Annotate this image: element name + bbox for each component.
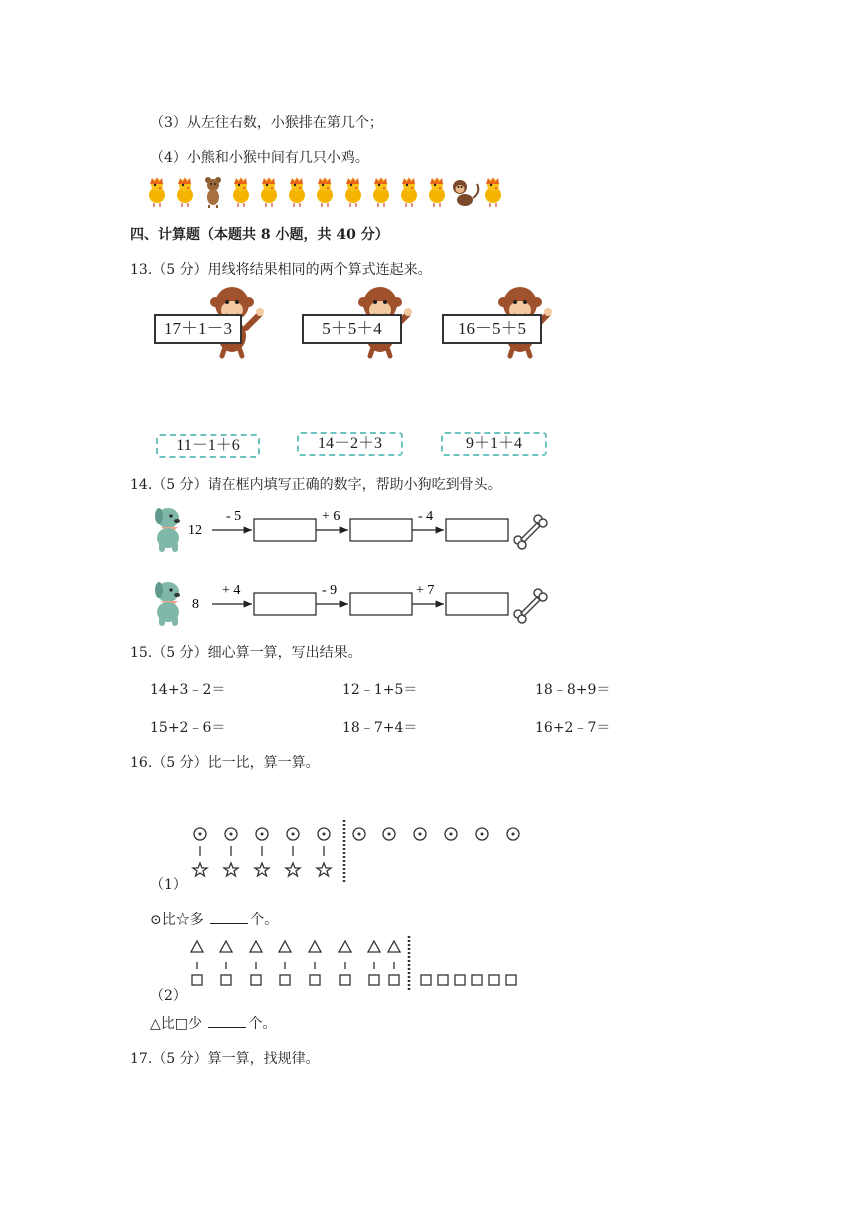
q16-part1-text-b: 个。 (250, 912, 279, 928)
q14-row1-start: 12 (188, 523, 202, 538)
q14-row2-op1: + 4 (222, 583, 241, 598)
animal-2-chick-icon (177, 177, 193, 207)
q17-title: 17.（5 分）算一算，找规律。 (130, 1051, 320, 1067)
q16-part1-answer-blank[interactable] (210, 911, 248, 924)
q14-diagram (150, 500, 550, 632)
q14-row2-start: 8 (192, 597, 199, 612)
q15-eq-1: 14+3﹣2＝ (150, 682, 226, 698)
q15-eq-6: 16+2﹣7＝ (535, 720, 611, 736)
q15-eq-5: 18﹣7+4＝ (342, 720, 418, 736)
animal-8-chick-icon (345, 177, 361, 207)
q16-title: 16.（5 分）比一比，算一算。 (130, 755, 320, 771)
q13-bottom-card-2: 14－2＋3 (297, 432, 403, 456)
animal-12-monkey-icon (453, 180, 478, 206)
animal-13-chick-icon (485, 177, 501, 207)
q14-row1-op1: - 5 (226, 509, 242, 524)
q16-part1-question (150, 909, 278, 929)
animal-4-chick-icon (233, 177, 249, 207)
q13-bottom-card-1: 11－1＋6 (156, 434, 260, 458)
q16-part2-text-b: 个。 (248, 1016, 277, 1032)
q15-eq-4: 15+2﹣6＝ (150, 720, 226, 736)
bone-icon (514, 589, 547, 623)
q16-part2-question (150, 1013, 276, 1033)
animal-11-chick-icon (429, 177, 445, 207)
q14-title: 14.（5 分）请在框内填写正确的数字，帮助小狗吃到骨头。 (130, 477, 502, 493)
q14-row2-op3: + 7 (416, 583, 435, 598)
q14-row1-op3: - 4 (418, 509, 434, 524)
q14-row1-op2: + 6 (322, 509, 341, 524)
bone-icon (514, 515, 547, 549)
q14-row2-box1 (254, 593, 316, 615)
q16-part2-figure (185, 936, 530, 994)
q16-part1-figure (185, 820, 530, 886)
animal-3-bear-icon (205, 177, 221, 208)
q14-row1-box1 (254, 519, 316, 541)
q15-title: 15.（5 分）细心算一算，写出结果。 (130, 645, 362, 661)
q16-part2-answer-blank[interactable] (208, 1015, 246, 1028)
dog-icon (155, 582, 180, 626)
q14-row2-box3 (446, 593, 508, 615)
animal-6-chick-icon (289, 177, 305, 207)
q13-top-card-2: 5＋5＋4 (302, 314, 402, 344)
q12-sub3: （3）从左往右数，小猴排在第几个； (150, 115, 383, 131)
q13-bottom-card-3: 9＋1＋4 (441, 432, 547, 456)
q12-sub4: （4）小熊和小猴中间有几只小鸡。 (150, 150, 369, 166)
animal-1-chick-icon (149, 177, 165, 207)
q16-part2-label: （2） (150, 988, 187, 1004)
animal-10-chick-icon (401, 177, 417, 207)
q13-top-card-3: 16－5＋5 (442, 314, 542, 344)
q14-row2-op2: - 9 (322, 583, 338, 598)
q13-top-card-1: 17＋1－3 (154, 314, 242, 344)
animal-9-chick-icon (373, 177, 389, 207)
q13-title: 13.（5 分）用线将结果相同的两个算式连起来。 (130, 262, 432, 278)
q14-row2-box2 (350, 593, 412, 615)
q16-part1-label: （1） (150, 877, 187, 893)
q16-part1-text-a: ⊙比☆多 (150, 912, 204, 928)
q15-eq-2: 12﹣1+5＝ (342, 682, 418, 698)
animal-row (146, 176, 506, 210)
animal-7-chick-icon (317, 177, 333, 207)
q15-eq-3: 18﹣8+9＝ (535, 682, 611, 698)
q16-part2-text-a: △比□少 (150, 1016, 202, 1032)
q14-row1-box3 (446, 519, 508, 541)
animal-5-chick-icon (261, 177, 277, 207)
dog-icon (155, 508, 180, 552)
q14-row1-box2 (350, 519, 412, 541)
section-title: 四、计算题（本题共 8 小题，共 40 分） (130, 227, 389, 243)
